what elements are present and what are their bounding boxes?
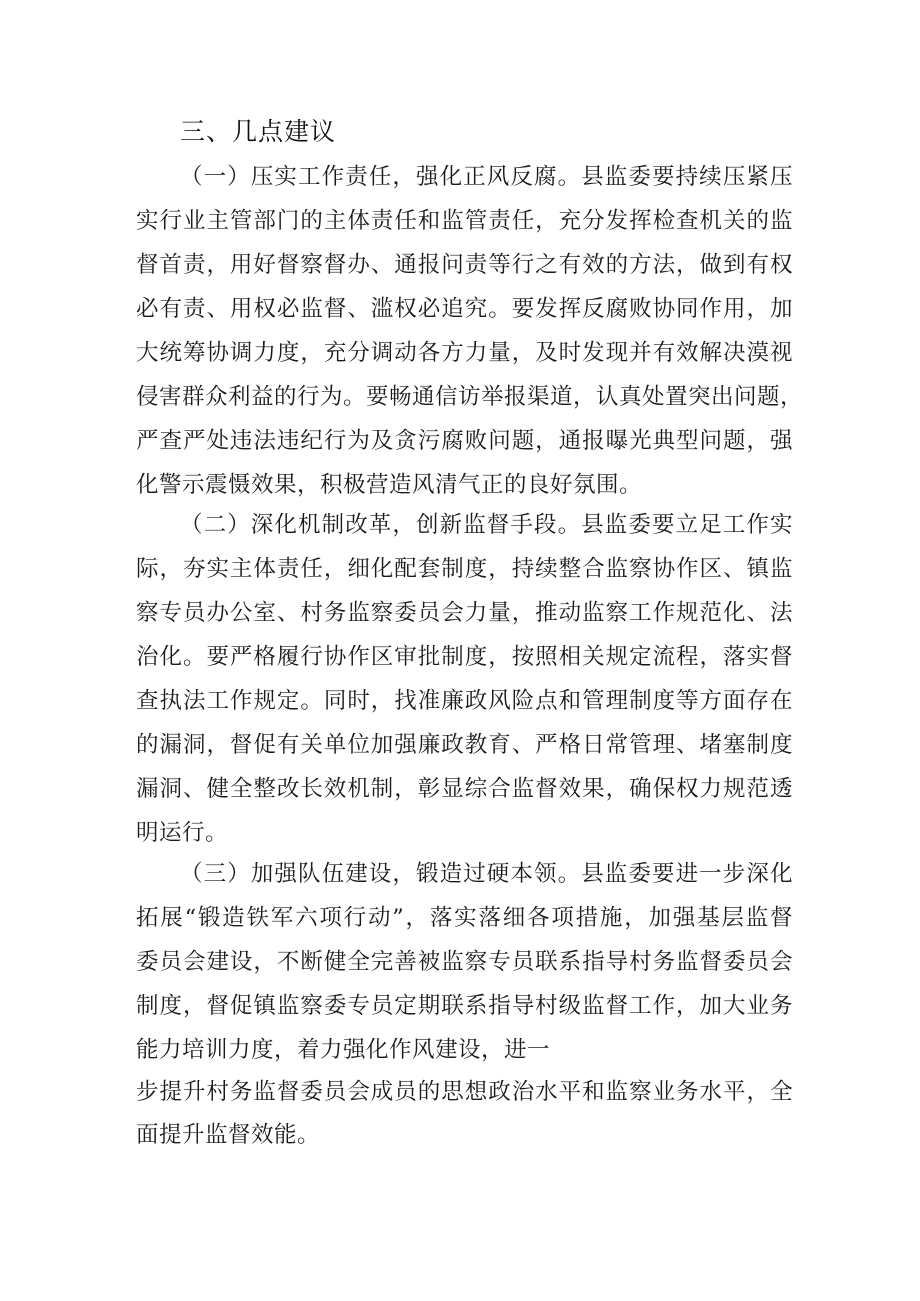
paragraph-3-line-4: 制度，督促镇监察委专员定期联系指导村级监督工作，加大业务 — [136, 993, 793, 1019]
paragraph-3-line-2: 拓展“锻造铁军六项行动”，落实落细各项措施，加强基层监督 — [136, 905, 793, 931]
paragraph-1-line-7: 严查严处违法违纪行为及贪污腐败问题，通报曝光典型问题，强 — [136, 428, 793, 454]
paragraph-1-line-4: 必有责、用权必监督、滥权必追究。要发挥反腐败协同作用，加 — [136, 296, 793, 322]
paragraph-2-line-7: 漏洞、健全整改长效机制，彰显综合监督效果，确保权力规范透 — [136, 776, 793, 802]
section-heading: 三、几点建议 — [180, 117, 337, 146]
paragraph-2-line-6: 的漏洞，督促有关单位加强廉政教育、严格日常管理、堵塞制度 — [136, 732, 793, 758]
paragraph-2-line-2: 际，夯实主体责任，细化配套制度，持续整合监察协作区、镇监 — [136, 556, 793, 582]
paragraph-1-line-5: 大统筹协调力度，充分调动各方力量，及时发现并有效解决漠视 — [136, 340, 793, 366]
paragraph-2-line-4: 治化。要严格履行协作区审批制度，按照相关规定流程，落实督 — [136, 644, 793, 670]
paragraph-3-line-7: 面提升监督效能。 — [136, 1122, 321, 1148]
paragraph-1-line-1: （一）压实工作责任，强化正风反腐。县监委要持续压紧压 — [180, 164, 793, 190]
paragraph-2-line-1: （二）深化机制改革，创新监督手段。县监委要立足工作实 — [180, 512, 793, 538]
paragraph-3-line-5: 能力培训力度，着力强化作风建设，进一 — [136, 1037, 551, 1063]
paragraph-1-line-3: 督首责，用好督察督办、通报问责等行之有效的方法，做到有权 — [136, 252, 793, 278]
paragraph-1-line-6: 侵害群众利益的行为。要畅通信访举报渠道，认真处置突出问题， — [136, 384, 804, 410]
paragraph-1-line-8: 化警示震慑效果，积极营造风清气正的良好氛围。 — [136, 472, 643, 498]
paragraph-3-line-6: 步提升村务监督委员会成员的思想政治水平和监察业务水平，全 — [136, 1079, 793, 1105]
paragraph-2-line-5: 查执法工作规定。同时，找准廉政风险点和管理制度等方面存在 — [136, 688, 793, 714]
paragraph-2-line-3: 察专员办公室、村务监察委员会力量，推动监察工作规范化、法 — [136, 600, 793, 626]
paragraph-3-line-3: 委员会建设，不断健全完善被监察专员联系指导村务监督委员会 — [136, 949, 793, 975]
paragraph-1-line-2: 实行业主管部门的主体责任和监管责任，充分发挥检查机关的监 — [136, 208, 793, 234]
paragraph-3-line-1: （三）加强队伍建设，锻造过硬本领。县监委要进一步深化 — [180, 861, 793, 887]
paragraph-2-line-8: 明运行。 — [136, 820, 229, 846]
